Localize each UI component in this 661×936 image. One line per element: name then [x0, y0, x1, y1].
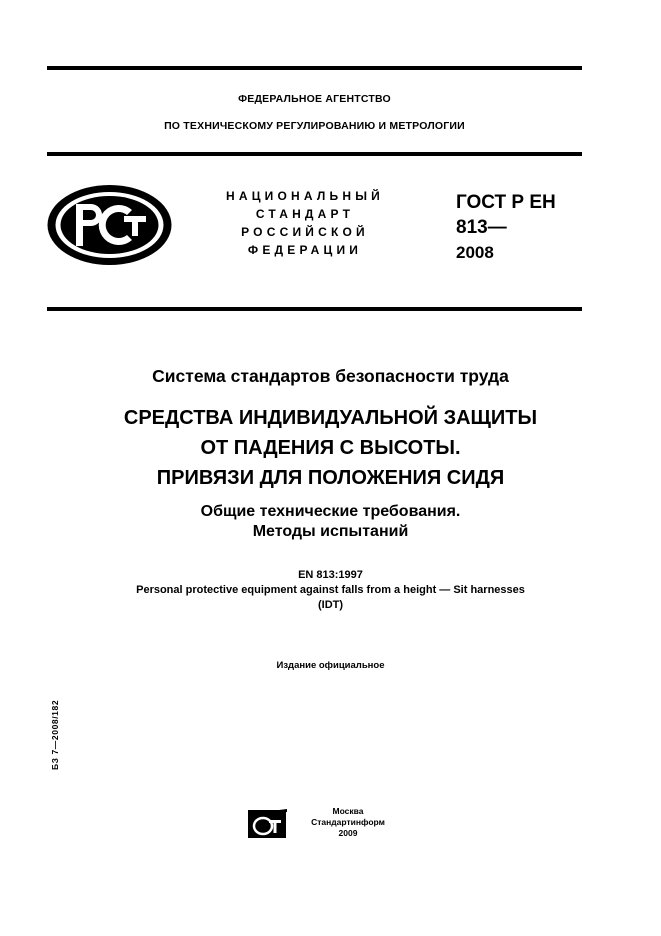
gost-line: 2008 — [456, 243, 494, 262]
agency-name-line1: ФЕДЕРАЛЬНОЕ АГЕНТСТВО — [238, 93, 391, 105]
en-idt: (IDT) — [317, 599, 344, 611]
title-line: ОТ ПАДЕНИЯ С ВЫСОТЫ. — [200, 437, 461, 459]
en-title: Personal protective equipment against falls from a height — Sit harnesses — [136, 584, 525, 596]
side-code: БЗ 7—2008/182 — [50, 699, 60, 770]
subtitle-line: Общие технические требования. — [200, 503, 461, 520]
publisher-name: Стандартинформ — [311, 817, 385, 827]
gost-line: ГОСТ Р ЕН — [456, 192, 556, 213]
en-reference — [0, 568, 661, 613]
national-line: СТАНДАРТ — [255, 207, 355, 221]
subtitle-line: Методы испытаний — [252, 523, 409, 540]
national-line: НАЦИОНАЛЬНЫЙ — [225, 189, 385, 203]
document-subtitle — [0, 502, 661, 542]
publisher-block — [292, 806, 404, 839]
document-title — [0, 403, 661, 493]
national-standard-label — [210, 187, 400, 259]
section-rule — [47, 307, 582, 311]
publisher-city: Москва — [332, 806, 364, 816]
standartinform-logo-icon — [247, 807, 289, 839]
series-title: Система стандартов безопасности труда — [152, 366, 509, 386]
publisher-year: 2009 — [338, 828, 358, 838]
national-line: ФЕДЕРАЦИИ — [247, 243, 363, 257]
header-rule — [47, 152, 582, 156]
title-line: СРЕДСТВА ИНДИВИДУАЛЬНОЙ ЗАЩИТЫ — [123, 407, 538, 429]
top-rule — [47, 66, 582, 70]
rst-gost-mark-icon — [46, 184, 173, 266]
agency-name-line2: ПО ТЕХНИЧЕСКОМУ РЕГУЛИРОВАНИЮ И МЕТРОЛОГИИ — [164, 120, 465, 132]
official-edition-label: Издание официальное — [276, 660, 385, 671]
title-line: ПРИВЯЗИ ДЛЯ ПОЛОЖЕНИЯ СИДЯ — [156, 467, 505, 489]
national-line: РОССИЙСКОЙ — [241, 225, 369, 239]
en-code: EN 813:1997 — [298, 569, 363, 581]
gost-designation — [456, 190, 556, 265]
gost-line: 813— — [456, 217, 507, 238]
